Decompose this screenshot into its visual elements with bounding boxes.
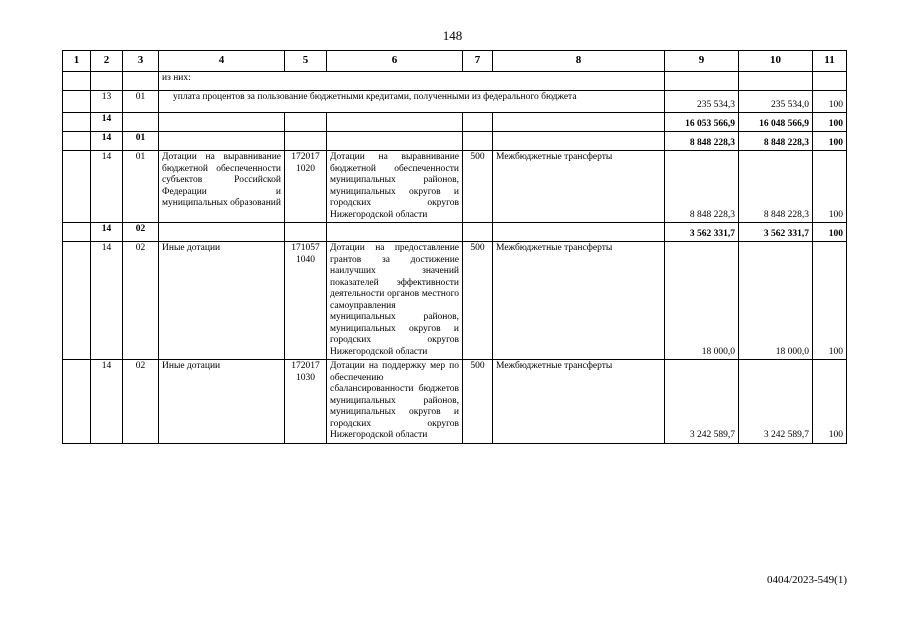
page-number: 148 [442, 28, 463, 43]
document-code: 0404/2023-549(1) [766, 574, 847, 586]
col-header-5: 5 [285, 51, 327, 72]
percent-value: 100 [813, 113, 847, 132]
planned-amount: 16 053 566,9 [665, 113, 739, 132]
col-header-2: 2 [91, 51, 123, 72]
col-header-3: 3 [123, 51, 159, 72]
expense-type-name: Межбюджетные трансферты [493, 242, 665, 360]
planned-amount: 18 000,0 [665, 242, 739, 360]
section-code: 14 [91, 223, 123, 242]
actual-amount: 235 534,0 [739, 91, 813, 113]
planned-amount: 8 848 228,3 [665, 132, 739, 151]
section-code: 14 [91, 113, 123, 132]
target-code: 172017 1020 [285, 151, 327, 223]
actual-amount: 3 562 331,7 [739, 223, 813, 242]
item-name: Дотации на выравнивание бюджетной обеспеченности субъектов Российской Федерации и муниципальных образований [159, 151, 285, 223]
col-header-9: 9 [665, 51, 739, 72]
percent-value: 100 [813, 223, 847, 242]
target-description: Дотации на предоставление грантов за достижение наилучших значений показателей эффективности деятельности органов местного самоуправления муниципальных районов, муниципальных округов и городских округов Нижегородской области [327, 242, 463, 360]
target-code: 171057 1040 [285, 242, 327, 360]
planned-amount: 235 534,3 [665, 91, 739, 113]
row-description: уплата процентов за пользование бюджетными кредитами, полученными из федерального бюджета [159, 91, 665, 113]
table-row [63, 72, 847, 91]
col-header-6: 6 [327, 51, 463, 72]
col-header-11: 11 [813, 51, 847, 72]
subsection-code: 02 [123, 223, 159, 242]
section-code: 14 [91, 132, 123, 151]
table-row [63, 223, 847, 242]
expense-type: 500 [463, 360, 493, 444]
subsection-code: 02 [123, 360, 159, 444]
subsection-code: 01 [123, 132, 159, 151]
expense-type: 500 [463, 151, 493, 223]
planned-amount: 3 562 331,7 [665, 223, 739, 242]
item-name: Иные дотации [159, 360, 285, 444]
target-code: 172017 1030 [285, 360, 327, 444]
subsection-code: 01 [123, 151, 159, 223]
row-description: из них: [159, 72, 665, 91]
section-code: 14 [91, 242, 123, 360]
section-code: 14 [91, 360, 123, 444]
percent-value: 100 [813, 242, 847, 360]
section-code: 14 [91, 151, 123, 223]
table-row [63, 242, 847, 360]
col-header-8: 8 [493, 51, 665, 72]
expense-type: 500 [463, 242, 493, 360]
table-row [63, 151, 847, 223]
planned-amount: 3 242 589,7 [665, 360, 739, 444]
percent-value: 100 [813, 132, 847, 151]
table-row [63, 360, 847, 444]
col-header-7: 7 [463, 51, 493, 72]
actual-amount: 18 000,0 [739, 242, 813, 360]
item-name: Иные дотации [159, 242, 285, 360]
actual-amount: 16 048 566,9 [739, 113, 813, 132]
actual-amount: 3 242 589,7 [739, 360, 813, 444]
planned-amount: 8 848 228,3 [665, 151, 739, 223]
subsection-code: 02 [123, 242, 159, 360]
col-header-10: 10 [739, 51, 813, 72]
col-header-1: 1 [63, 51, 91, 72]
budget-table [62, 50, 847, 444]
table-row [63, 113, 847, 132]
expense-type-name: Межбюджетные трансферты [493, 151, 665, 223]
table-row [63, 91, 847, 113]
target-description: Дотации на поддержку мер по обеспечению сбалансированности бюджетов муниципальных районов, муниципальных округов и городских округов Нижегородской области [327, 360, 463, 444]
target-description: Дотации на выравнивание бюджетной обеспеченности муниципальных районов, муниципальных округов и городских округов Нижегородской области [327, 151, 463, 223]
actual-amount: 8 848 228,3 [739, 151, 813, 223]
actual-amount: 8 848 228,3 [739, 132, 813, 151]
section-code: 13 [91, 91, 123, 113]
col-header-4: 4 [159, 51, 285, 72]
table-row [63, 132, 847, 151]
expense-type-name: Межбюджетные трансферты [493, 360, 665, 444]
percent-value: 100 [813, 151, 847, 223]
subsection-code: 01 [123, 91, 159, 113]
percent-value: 100 [813, 360, 847, 444]
percent-value: 100 [813, 91, 847, 113]
header-row [63, 51, 847, 72]
